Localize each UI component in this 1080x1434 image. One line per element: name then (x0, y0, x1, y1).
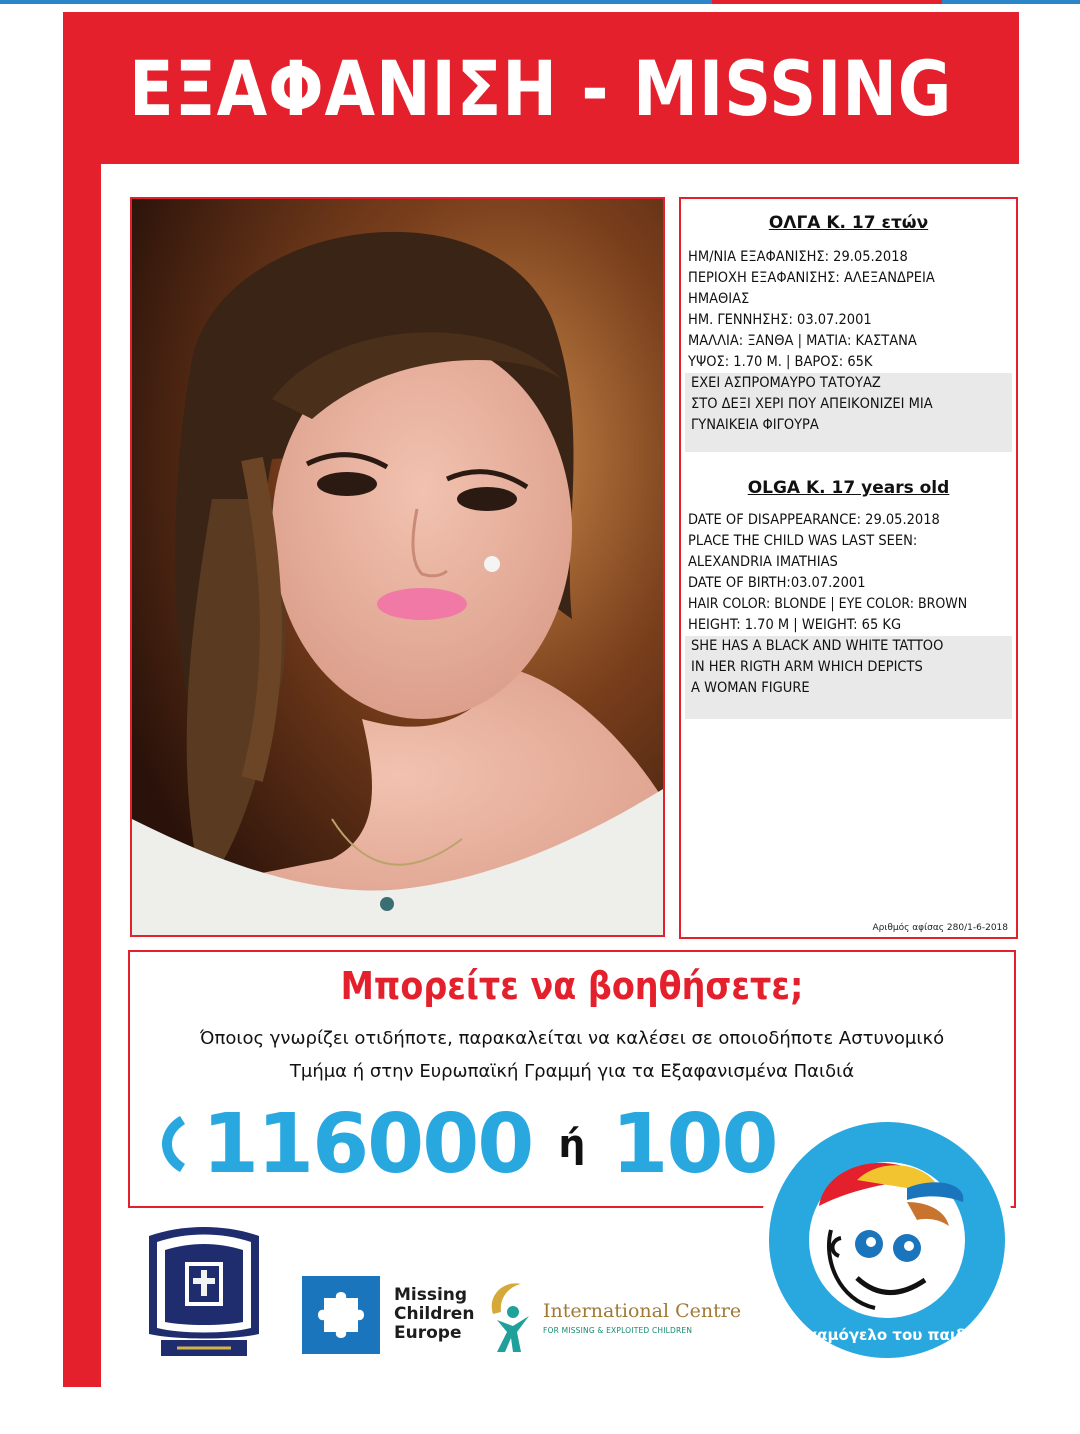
english-detail-line: PLACE THE CHILD WAS LAST SEEN: (688, 533, 918, 549)
greek-detail-line: ΗΜΑΘΙΑΣ (688, 291, 750, 307)
english-tattoo-line: SHE HAS A BLACK AND WHITE TATTOO (691, 638, 944, 654)
help-text-line-2: Τμήμα ή στην Ευρωπαϊκή Γραμμή για τα Εξαφανισμένα Παιδιά (289, 1061, 855, 1082)
icmec-figure-icon (483, 1276, 539, 1356)
missing-person-photo (130, 197, 665, 937)
help-text (130, 1022, 1014, 1088)
left-red-bar (63, 12, 101, 1387)
phone-number-116000[interactable]: 116000 (202, 1096, 533, 1192)
mce-line: Children (394, 1304, 475, 1324)
smile-logo-text: Το χαμόγελο του παιδιού (781, 1326, 993, 1344)
page-title: ΕΞΑΦΑΝΙΣΗ - MISSING (129, 43, 953, 133)
english-name-title: OLGA K. 17 years old (747, 478, 950, 498)
details-panel (679, 197, 1018, 939)
phone-row (160, 1096, 777, 1192)
icmec-subtitle: FOR MISSING & EXPLOITED CHILDREN (543, 1326, 693, 1335)
mce-line: Europe (394, 1323, 462, 1343)
header-banner (63, 12, 1019, 164)
english-detail-line: DATE OF BIRTH:03.07.2001 (688, 575, 866, 591)
mce-text (394, 1286, 474, 1343)
greek-details (681, 247, 1016, 452)
hellenic-police-logo (143, 1222, 265, 1362)
english-tattoo-line: A WOMAN FIGURE (691, 680, 810, 696)
english-detail-line: ALEXANDRIA IMATHIAS (688, 554, 838, 570)
greek-tattoo-line: ΣΤΟ ΔΕΞΙ ΧΕΡΙ ΠΟΥ ΑΠΕΙΚΟΝΙΖΕΙ ΜΙΑ (691, 396, 933, 412)
english-tattoo-line: IN HER RIGTH ARM WHICH DEPICTS (691, 659, 923, 675)
greek-detail-line: ΥΨΟΣ: 1.70 Μ. | ΒΑΡΟΣ: 65Κ (688, 354, 873, 370)
mce-line: Missing (394, 1285, 468, 1305)
greek-tattoo-line: ΓΥΝΑΙΚΕΙΑ ΦΙΓΟΥΡΑ (691, 417, 819, 433)
greek-detail-line: ΗΜ/ΝΙΑ ΕΞΑΦΑΝΙΣΗΣ: 29.05.2018 (688, 249, 908, 265)
english-detail-line: HAIR COLOR: BLONDE | EYE COLOR: BROWN (688, 596, 968, 612)
english-detail-line: DATE OF DISAPPEARANCE: 29.05.2018 (688, 512, 940, 528)
poster-number: Αριθμός αφίσας 280/1-6-2018 (872, 923, 1008, 933)
phone-number-100[interactable]: 100 (611, 1096, 777, 1192)
greek-name-title: ΟΛΓΑ Κ. 17 ετών (768, 213, 929, 233)
greek-detail-line: ΠΕΡΙΟΧΗ ΕΞΑΦΑΝΙΣΗΣ: ΑΛΕΞΑΝΔΡΕΙΑ (688, 270, 935, 286)
puzzle-icon (302, 1276, 380, 1354)
portrait-image (132, 199, 663, 935)
police-badge-icon (143, 1222, 265, 1362)
help-title: Μπορείτε να βοηθήσετε; (340, 964, 804, 1008)
icmec-name: International Centre (543, 1300, 742, 1322)
greek-detail-line: ΗΜ. ΓΕΝΝΗΣΗΣ: 03.07.2001 (688, 312, 872, 328)
greek-tattoo-block (685, 373, 1012, 452)
help-text-line-1: Όποιος γνωρίζει οτιδήποτε, παρακαλείται να καλέσει σε οποιοδήποτε Αστυνομικό (199, 1028, 945, 1049)
english-tattoo-block (685, 636, 1012, 719)
phone-icon (160, 1114, 186, 1174)
english-detail-line: HEIGHT: 1.70 M | WEIGHT: 65 KG (688, 617, 902, 633)
english-details (681, 510, 1016, 719)
top-red-line (712, 0, 942, 4)
greek-detail-line: ΜΑΛΛΙΑ: ΞΑΝΘΑ | ΜΑΤΙΑ: ΚΑΣΤΑΝΑ (688, 333, 917, 349)
icmec-logo (483, 1276, 742, 1356)
smile-of-the-child-logo (757, 1110, 1017, 1370)
missing-children-europe-logo (302, 1276, 482, 1356)
mce-box (302, 1276, 380, 1354)
greek-tattoo-line: ΕΧΕΙ ΑΣΠΡΟΜΑΥΡΟ ΤΑΤΟΥΑΖ (691, 375, 881, 391)
or-text: ή (558, 1122, 586, 1166)
